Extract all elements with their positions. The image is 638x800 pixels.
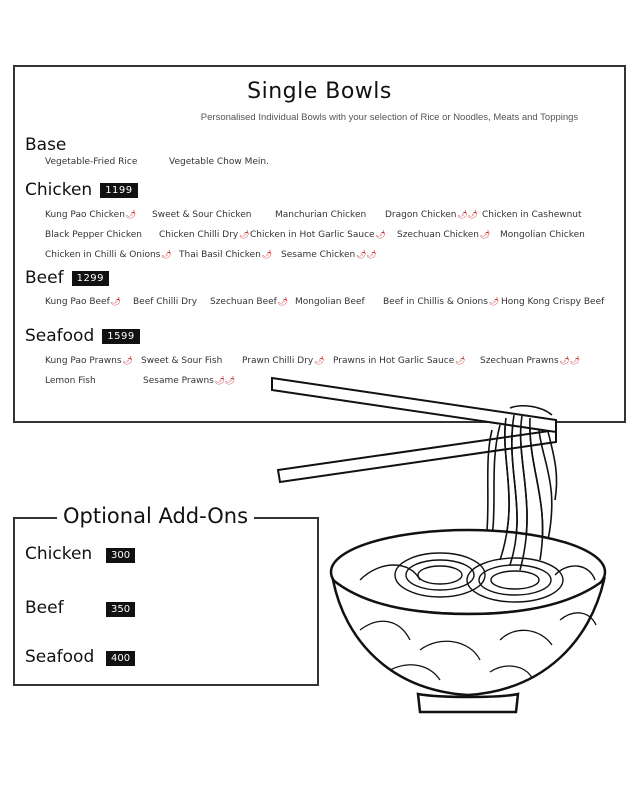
list-item: Vegetable Chow Mein. xyxy=(169,157,269,167)
list-item: Sweet & Sour Fish xyxy=(141,356,223,366)
addon-label: Chicken xyxy=(25,544,93,564)
list-item: Sweet & Sour Chicken xyxy=(152,210,252,220)
list-item: Manchurian Chicken xyxy=(275,210,367,220)
price-tag: 1199 xyxy=(100,183,137,198)
chili-icon: 🌶🌶 xyxy=(356,250,377,259)
chili-icon: 🌶 xyxy=(261,250,273,259)
list-item: Beef Chilli Dry xyxy=(133,297,198,307)
add-ons-panel xyxy=(13,504,319,686)
chili-icon: 🌶 xyxy=(239,230,250,239)
list-item: Prawn Chilli Dry🌶 xyxy=(242,356,325,366)
list-item: Kung Pao Beef🌶 xyxy=(45,297,121,307)
list-item: Szechuan Beef🌶 xyxy=(210,297,288,307)
list-item: Lemon Fish xyxy=(45,376,96,386)
chili-icon: 🌶 xyxy=(161,250,172,259)
page-title: Single Bowls xyxy=(247,79,392,104)
list-item: Szechuan Chicken🌶 xyxy=(397,230,491,240)
list-item: Kung Pao Prawns🌶 xyxy=(45,356,133,366)
addon-price: 350 xyxy=(106,602,135,617)
addon-row-beef xyxy=(25,598,64,618)
addon-label: Beef xyxy=(25,598,64,618)
list-item: Hong Kong Crispy Beef xyxy=(501,297,605,307)
list-item: Chicken in Hot Garlic Sauce🌶 xyxy=(250,230,386,240)
chili-icon: 🌶 xyxy=(122,356,133,365)
chili-icon: 🌶 xyxy=(314,356,325,365)
list-item: Sesame Chicken🌶🌶 xyxy=(281,250,377,260)
price-tag: 1599 xyxy=(102,329,139,344)
list-item: Vegetable-Fried Rice xyxy=(45,157,138,167)
chili-icon: 🌶🌶 xyxy=(214,376,236,385)
list-item: Black Pepper Chicken xyxy=(45,230,142,240)
chili-icon: 🌶 xyxy=(125,210,137,219)
chili-icon: 🌶🌶 xyxy=(457,210,478,219)
section-heading: Base xyxy=(25,135,67,155)
list-item: Thai Basil Chicken🌶 xyxy=(179,250,273,260)
list-item: Chicken in Chilli & Onions🌶 xyxy=(45,250,172,260)
section-heading: Chicken xyxy=(25,180,93,200)
chili-icon: 🌶 xyxy=(375,230,386,239)
chili-icon: 🌶 xyxy=(455,356,466,365)
addon-price: 400 xyxy=(106,651,135,666)
chili-icon: 🌶 xyxy=(110,297,121,306)
list-item: Kung Pao Chicken🌶 xyxy=(45,210,137,220)
list-item: Chicken Chilli Dry🌶 xyxy=(159,230,250,240)
list-item: Szechuan Prawns🌶🌶 xyxy=(480,356,580,366)
chili-icon: 🌶🌶 xyxy=(559,356,580,365)
list-item: Beef in Chillis & Onions🌶 xyxy=(383,297,500,307)
add-ons-title: Optional Add-Ons xyxy=(57,504,254,528)
list-item: Chicken in Cashewnut xyxy=(482,210,582,220)
list-item: Sesame Prawns🌶🌶 xyxy=(143,376,236,386)
section-heading: Seafood xyxy=(25,326,95,346)
addon-price: 300 xyxy=(106,548,135,563)
chili-icon: 🌶 xyxy=(277,297,288,306)
list-item: Mongolian Beef xyxy=(295,297,365,307)
section-heading: Beef xyxy=(25,268,64,288)
chili-icon: 🌶 xyxy=(488,297,500,306)
addon-label: Seafood xyxy=(25,647,95,667)
chili-icon: 🌶 xyxy=(479,230,491,239)
list-item: Dragon Chicken🌶🌶 xyxy=(385,210,478,220)
addon-row-seafood xyxy=(25,647,94,667)
list-item: Prawns in Hot Garlic Sauce🌶 xyxy=(333,356,466,366)
page-subtitle: Personalised Individual Bowls with your selection of Rice or Noodles, Meats and Toppings xyxy=(200,112,579,123)
list-item: Mongolian Chicken xyxy=(500,230,585,240)
addon-row-chicken xyxy=(25,544,92,564)
price-tag: 1299 xyxy=(72,271,109,286)
